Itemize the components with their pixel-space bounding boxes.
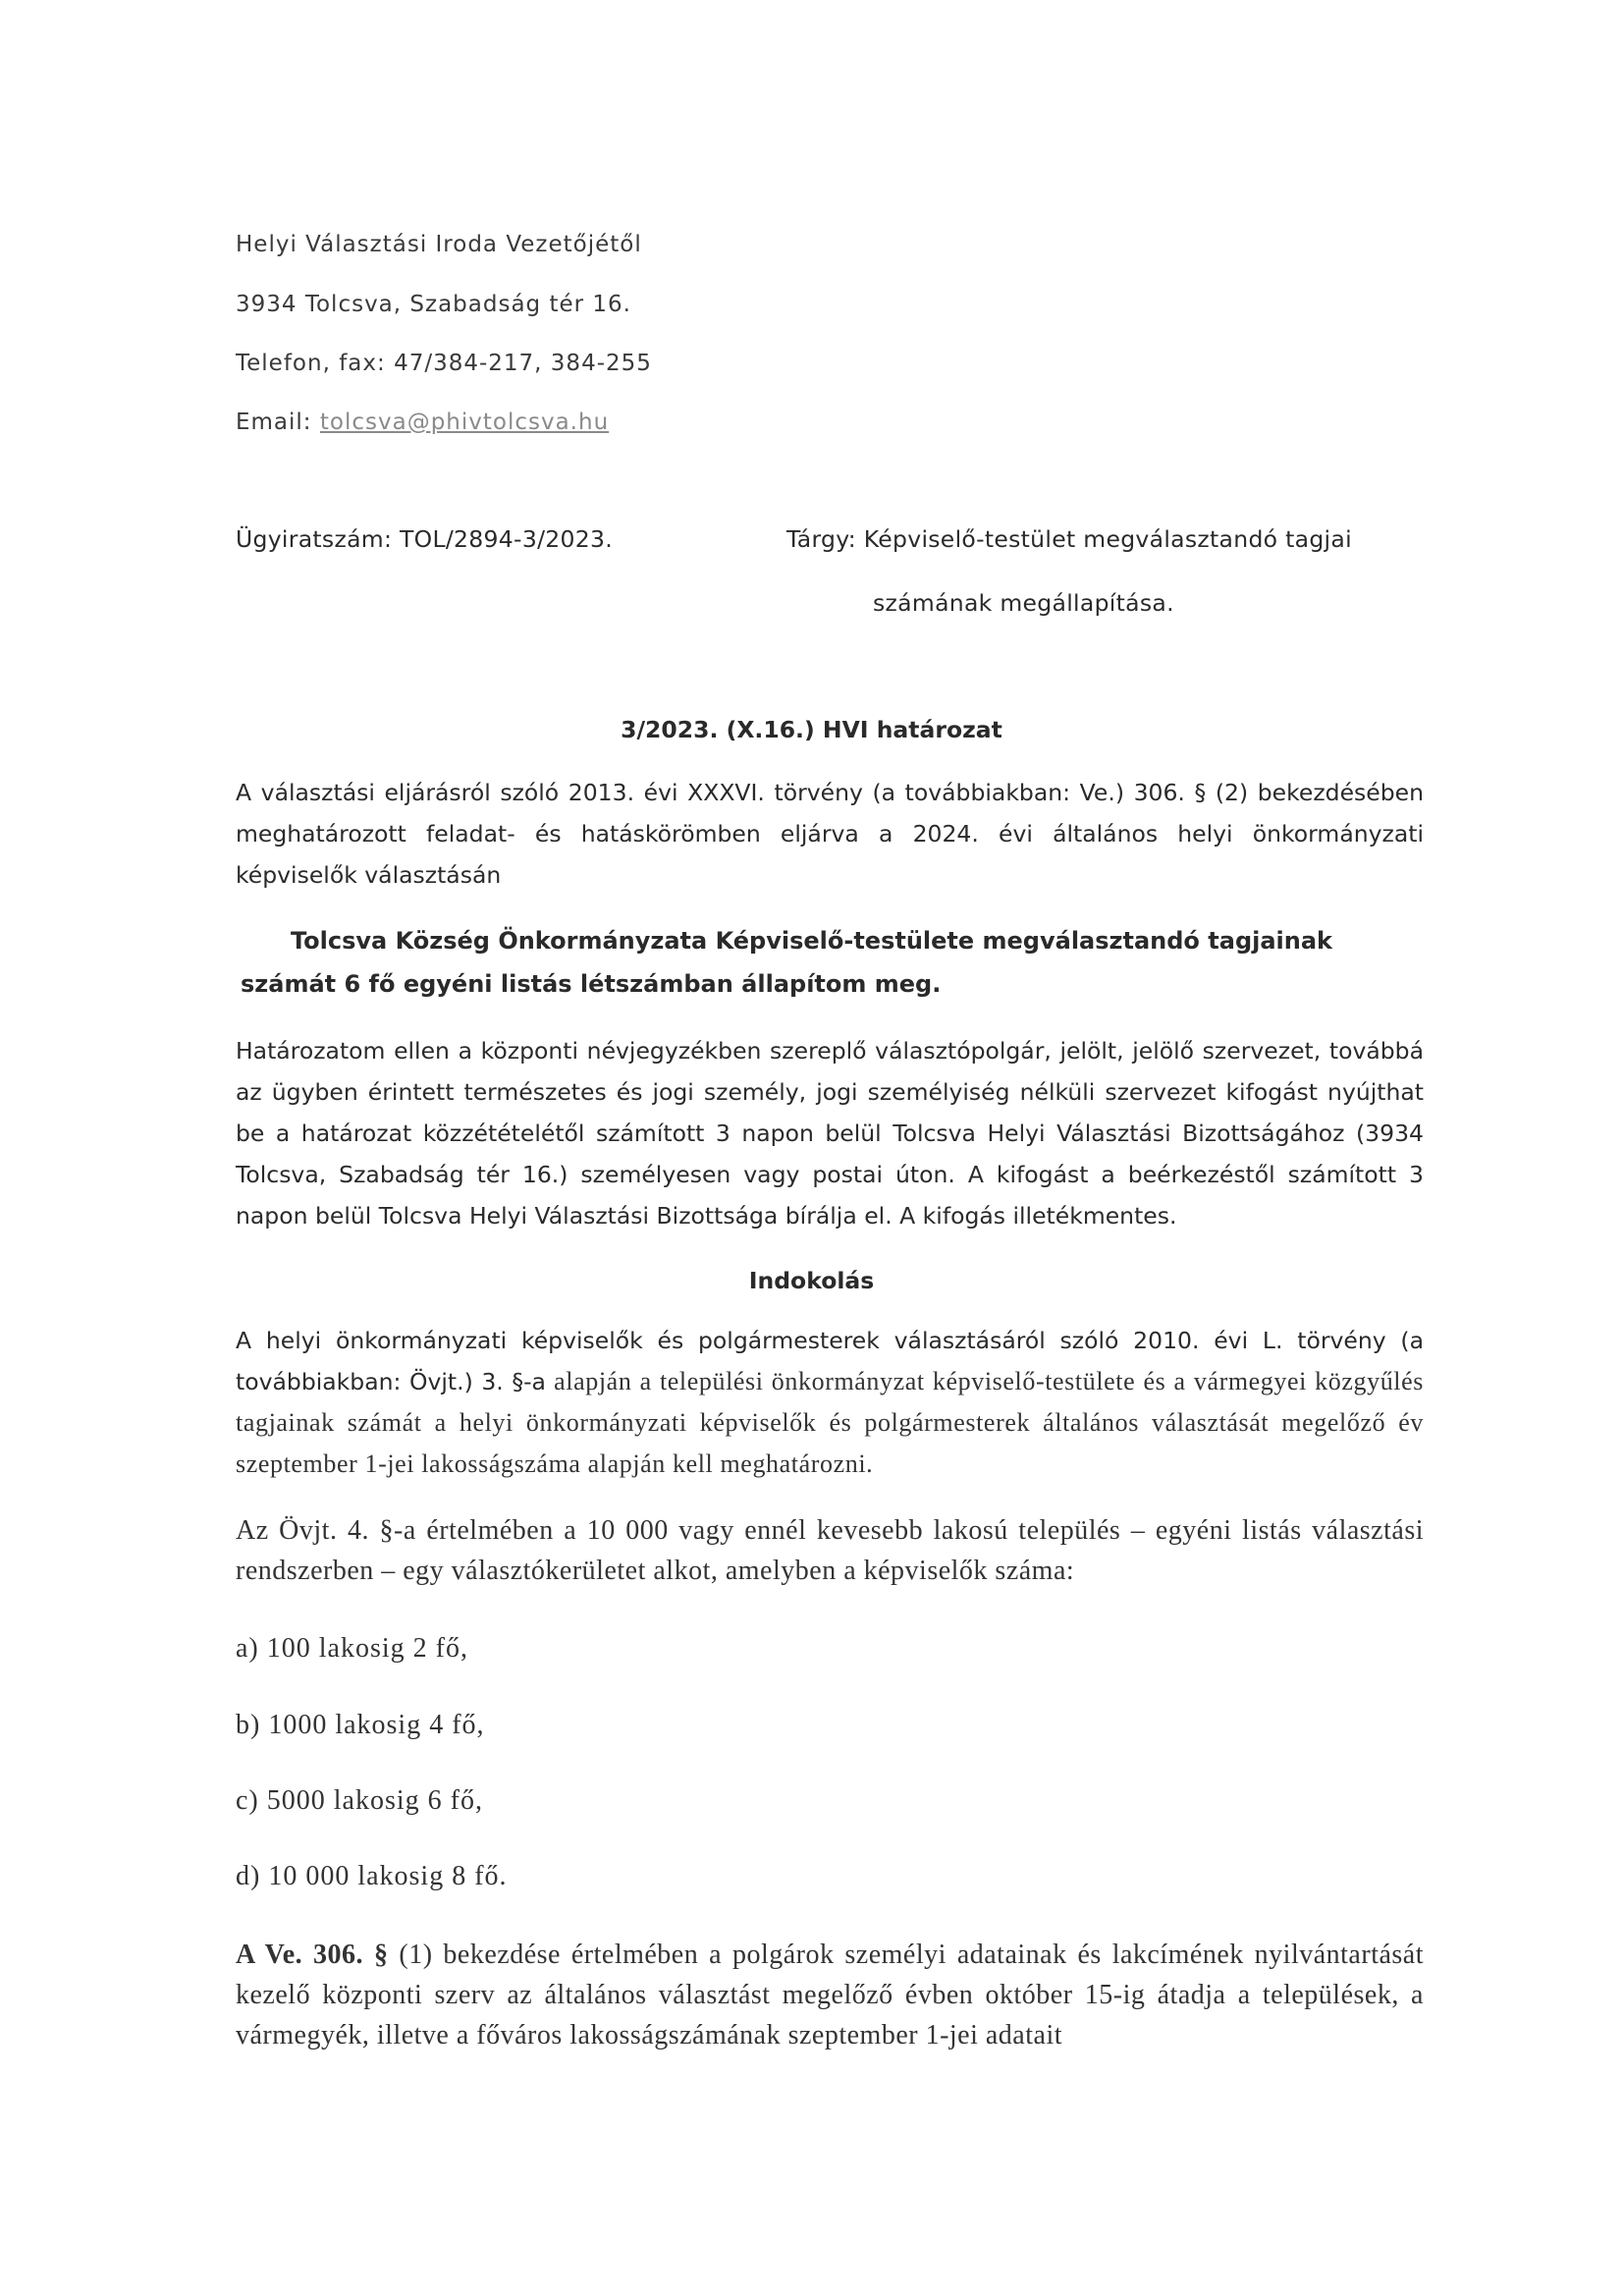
reasoning-text-3 xyxy=(236,1935,1424,2055)
sender-line: Helyi Választási Iroda Vezetőjétől xyxy=(236,232,642,257)
appeal-paragraph xyxy=(236,1030,1424,1236)
reasoning-heading: Indokolás xyxy=(748,1267,875,1294)
email-link[interactable]: tolcsva@phivtolcsva.hu xyxy=(319,410,610,435)
reasoning-text-1 xyxy=(236,1320,1424,1485)
reasoning-text-3-ref: A Ve. 306. § xyxy=(236,1940,389,1970)
intro-text: A választási eljárásról szóló 2013. évi XXXVI. törvény (a továbbiakban: Ve.) 306. § (2) bekezdésében meghatározott feladat- és hatáskörömben eljárva a 2024. évi általános helyi önkormányzati képviselők választásán xyxy=(236,779,1424,889)
intro-paragraph xyxy=(236,772,1424,896)
ruling-text: Tolcsva Község Önkormányzata Képviselő-testülete megválasztandó tagjainak számát 6 fő egyéni listás létszámban állapítom meg. xyxy=(241,927,1333,998)
phone-line: Telefon, fax: 47/384-217, 384-255 xyxy=(236,351,652,376)
reasoning-paragraph-2 xyxy=(236,1510,1424,1591)
reasoning-text-1-rest: alapján a települési önkormányzat képviselő-testülete és a vármegyei közgyűlés tagjainak számát a helyi önkormányzati képviselők és polgármesterek általános választását megelőző év szeptember 1-jei lakosságszáma alapján kell meghatározni. xyxy=(236,1367,1424,1478)
reasoning-paragraph-3 xyxy=(236,1935,1424,2055)
subject-line-1: Tárgy: Képviselő-testület megválasztandó tagjai xyxy=(786,525,1352,553)
decision-title: 3/2023. (X.16.) HVI határozat xyxy=(621,716,1002,743)
ruling-paragraph xyxy=(241,919,1382,1006)
reasoning-paragraph-1 xyxy=(236,1320,1424,1485)
reasoning-text-1-start: A helyi önkormányzati képviselők és polgármesterek választásáról szóló 2010. évi L. törvény (a továbbiakban: Övjt.) 3. §-a xyxy=(236,1327,1424,1395)
list-item-c: c) 5000 lakosig 6 fő, xyxy=(236,1785,483,1816)
email-label: Email: xyxy=(236,410,312,435)
address-line: 3934 Tolcsva, Szabadság tér 16. xyxy=(236,292,631,317)
email-line xyxy=(236,410,609,435)
list-item-a: a) 100 lakosig 2 fő, xyxy=(236,1633,468,1664)
reasoning-text-3-rest: (1) bekezdése értelmében a polgárok személyi adatainak és lakcímének nyilvántartását kezelő központi szerv az általános választást megelőző évben október 15-ig átadja a települések, a vármegyék, illetve a főváros lakosságszámának szeptember 1-jei adatait xyxy=(236,1940,1424,2050)
case-number: Ügyiratszám: TOL/2894-3/2023. xyxy=(236,525,614,553)
subject-line-2: számának megállapítása. xyxy=(873,589,1174,617)
reasoning-text-2: Az Övjt. 4. §-a értelmében a 10 000 vagy ennél kevesebb lakosú település – egyéni listás választási rendszerben – egy választókerületet alkot, amelyben a képviselők száma: xyxy=(236,1515,1424,1586)
list-item-d: d) 10 000 lakosig 8 fő. xyxy=(236,1861,508,1891)
appeal-text: Határozatom ellen a központi névjegyzékben szereplő választópolgár, jelölt, jelölő szervezet, továbbá az ügyben érintett természetes és jogi személy, jogi személyiség nélküli szervezet kifogást nyújthat be a határozat közzétételétől számított 3 napon belül Tolcsva Helyi Választási Bizottságához (3934 Tolcsva, Szabadság tér 16.) személyesen vagy postai úton. A kifogást a beérkezéstől számított 3 napon belül Tolcsva Helyi Választási Bizottsága bírálja el. A kifogás illetékmentes. xyxy=(236,1037,1424,1230)
list-item-b: b) 1000 lakosig 4 fő, xyxy=(236,1710,485,1740)
